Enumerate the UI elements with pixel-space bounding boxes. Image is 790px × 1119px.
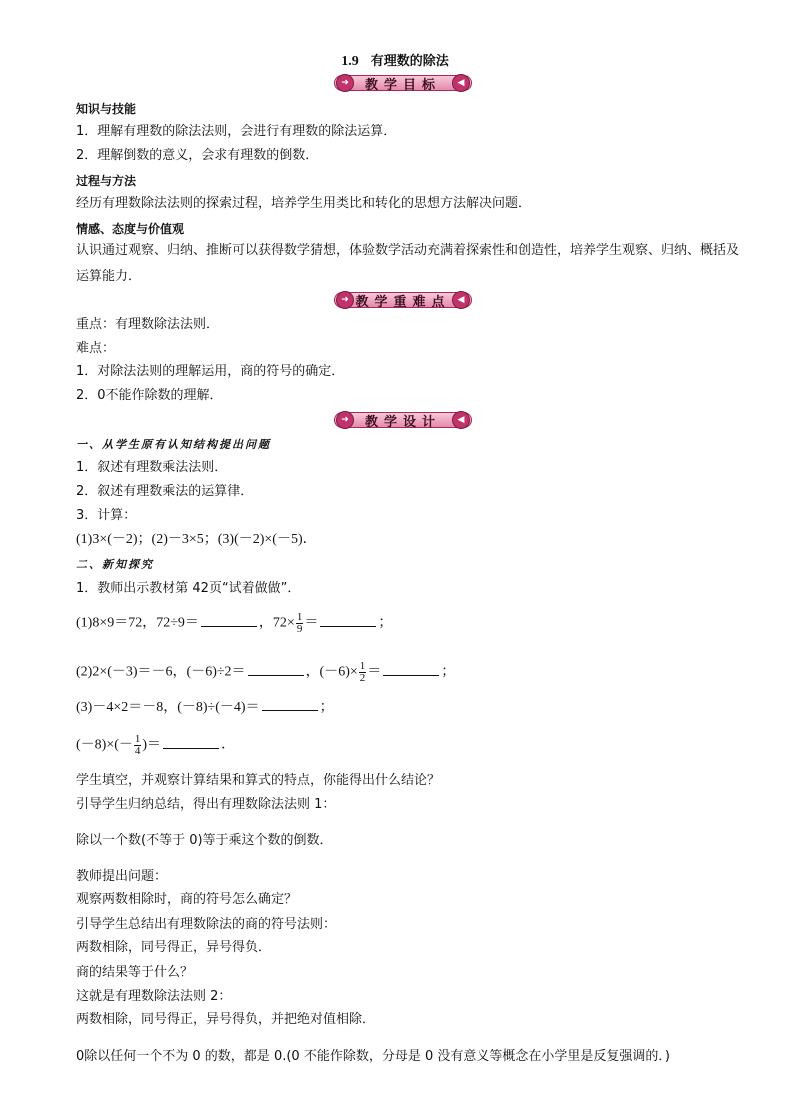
answer-blank: [163, 736, 219, 749]
question-item: 2．叙述有理数乘法的运算律．: [76, 484, 254, 499]
difficulty-item: 1．对除法法则的理解运用，商的符号的确定．: [76, 364, 345, 379]
heading-process: 过程与方法: [76, 174, 137, 188]
rule-2: 两数相除，同号得正，异号得负，并把绝对值相除．: [76, 1012, 376, 1027]
arrow-right-icon: ➜: [336, 411, 354, 429]
section-heading-1: 一、从学生原有认知结构提出问题: [76, 438, 271, 451]
goal-item: 2．理解倒数的意义，会求有理数的倒数．: [76, 148, 319, 163]
banner-teaching-design: [334, 410, 472, 430]
difficulty-item: 2．0不能作除数的理解．: [76, 388, 223, 403]
arrow-left-icon: ◀: [452, 291, 470, 309]
banner-label: 教学目标: [364, 77, 441, 93]
focus-point: 重点：有理数除法法则．: [76, 317, 220, 332]
answer-blank: [383, 663, 439, 676]
section-title: 有理数的除法: [370, 54, 449, 69]
body-text: 这就是有理数除法法则 2：: [76, 989, 232, 1004]
banner-label: 教学设计: [364, 414, 441, 430]
body-text: 教师提出问题：: [76, 869, 168, 884]
arrow-left-icon: ◀: [452, 411, 470, 429]
difficulty-heading: 难点：: [76, 341, 116, 356]
body-text: 观察两数相除时，商的符号怎么确定？: [76, 892, 298, 907]
body-text: 学生填空，并观察计算结果和算式的特点，你能得出什么结论？: [76, 773, 441, 788]
body-text: 引导学生总结出有理数除法的商的符号法则：: [76, 917, 337, 932]
calculation-line: (1)3×(－2)；(2)－3×5；(3)(－2)×(－5)．: [76, 532, 317, 547]
exercise-4: (－8)×(－ $\frac{1}{4}$ )＝ ．: [76, 733, 236, 757]
rule-1: 除以一个数(不等于 0)等于乘这个数的倒数．: [76, 833, 333, 848]
exercise-2: (2)2×(－3)＝－6，(－6)÷2＝ ，(－6)× $\frac{1}{2}$ ＝ ；: [76, 660, 456, 684]
fraction: $\frac{1}{4}$: [134, 733, 141, 757]
heading-knowledge: 知识与技能: [76, 102, 137, 116]
body-text: 0除以任何一个不为 0 的数，都是 0.(0 不能作除数，分母是 0 没有意义等概念在小学里是反复强调的．): [76, 1049, 670, 1064]
body-text: 两数相除，同号得正，异号得负．: [76, 940, 272, 955]
banner-label: 教学重难点: [355, 294, 451, 310]
arrow-right-icon: ➜: [336, 291, 354, 309]
heading-emotion: 情感、态度与价值观: [76, 222, 185, 236]
fraction: $\frac{1}{2}$: [359, 660, 366, 684]
section-number: 1.9: [341, 54, 359, 69]
goal-item: 经历有理数除法法则的探索过程，培养学生用类比和转化的思想方法解决问题．: [76, 196, 532, 211]
question-item: 3．计算：: [76, 508, 137, 523]
goal-item: 1．理解有理数的除法法则，会进行有理数的除法运算．: [76, 124, 397, 139]
arrow-left-icon: ◀: [452, 74, 470, 92]
teacher-task: 1．教师出示教材第 42页“试着做做”．: [76, 581, 301, 596]
page-title: [0, 50, 790, 70]
answer-blank: [201, 614, 257, 627]
goal-paragraph: 认识通过观察、归纳、推断可以获得数学猜想，体验数学活动充满着探索性和创造性，培养学生观察、归纳、概括及运算能力．: [76, 243, 740, 284]
fraction: $\frac{1}{9}$: [296, 611, 303, 635]
answer-blank: [320, 614, 376, 627]
exercise-3: (3)－4×2＝－8，(－8)÷(－4)＝ ；: [76, 700, 334, 715]
answer-blank: [262, 698, 318, 711]
arrow-right-icon: ➜: [336, 74, 354, 92]
body-text: 商的结果等于什么？: [76, 965, 194, 980]
banner-teaching-goals: [334, 73, 472, 93]
exercise-1: (1)8×9＝72，72÷9＝ ，72× $\frac{1}{9}$ ＝ ；: [76, 611, 393, 635]
section-heading-2: 二、新知探究: [76, 558, 154, 571]
question-item: 1．叙述有理数乘法法则．: [76, 460, 228, 475]
body-text: 引导学生归纳总结，得出有理数除法法则 1：: [76, 797, 336, 812]
answer-blank: [248, 663, 304, 676]
banner-key-points: [334, 290, 472, 310]
